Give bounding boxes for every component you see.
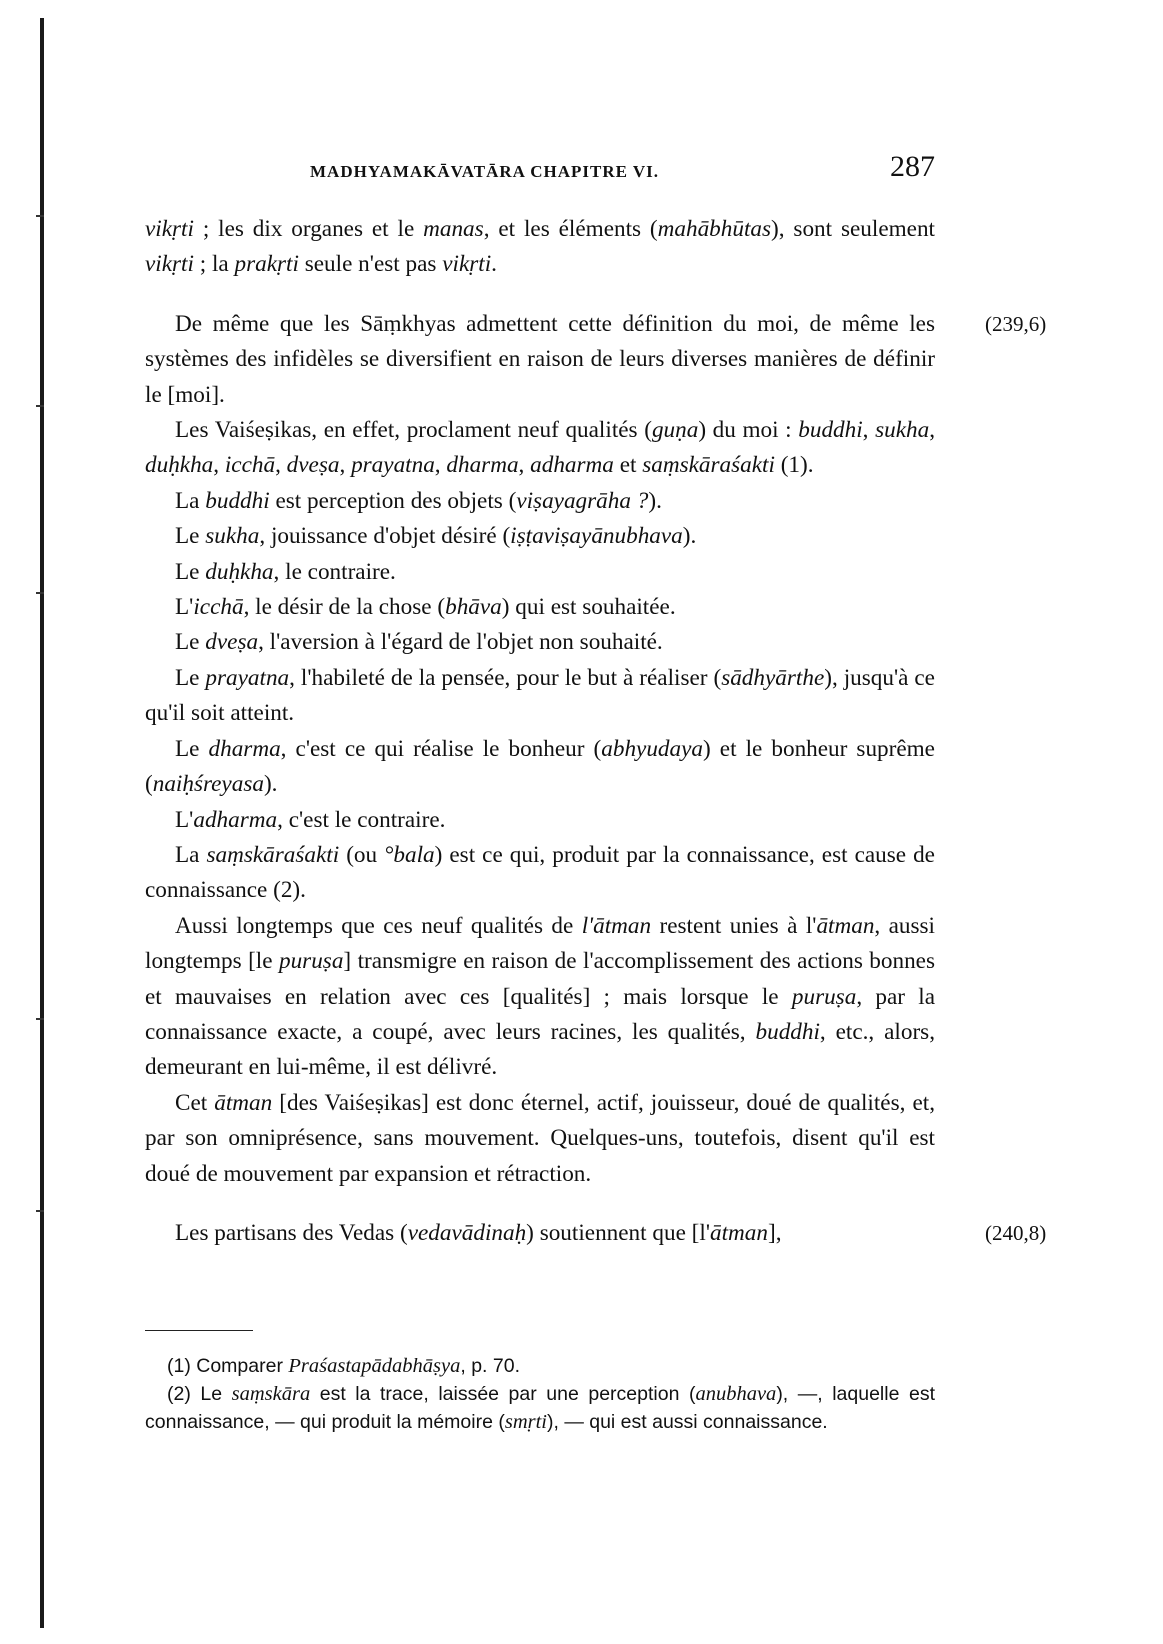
text-run: Le	[175, 558, 206, 585]
sanskrit-term: Praśastapādabhāṣya	[288, 1355, 461, 1377]
sanskrit-term: iṣṭaviṣayānubhava	[510, 523, 683, 550]
text-run: ,	[275, 452, 287, 479]
sanskrit-term: prayatna	[205, 664, 290, 691]
text-run: , c'est le contraire.	[277, 806, 446, 833]
sanskrit-term: puruṣa	[791, 983, 857, 1010]
text-run: ) et le bonheur suprême (	[145, 735, 935, 798]
text-run: .	[491, 251, 497, 278]
text-run: Cet	[175, 1089, 215, 1116]
sanskrit-term: ātman	[214, 1089, 273, 1116]
sanskrit-term: smṛti	[504, 1411, 547, 1433]
sanskrit-term: saṃskāraśakti	[642, 452, 775, 479]
text-run: Les Vaiśeṣikas, en effet, proclament neuf qualités (	[175, 417, 652, 444]
sanskrit-term: saṃskāra	[231, 1383, 311, 1405]
binding-mark	[36, 592, 44, 594]
sanskrit-term: dveṣa	[205, 629, 259, 656]
text-run: ,	[862, 417, 876, 444]
sanskrit-term: abhyudaya	[601, 735, 704, 762]
text-run: , p. 70.	[460, 1355, 520, 1377]
text-run: Le	[175, 735, 209, 762]
text-run: ).	[648, 487, 662, 514]
paragraph	[145, 838, 935, 909]
text-run: , le contraire.	[273, 558, 396, 585]
text-run: ; la	[193, 251, 235, 278]
sanskrit-term: dharma	[446, 452, 519, 479]
sanskrit-term: prayatna	[351, 452, 435, 479]
text-run: , le désir de la chose (	[243, 594, 446, 621]
text-run: ,	[339, 452, 352, 479]
text-run: ] transmigre en raison de l'accomplissement des actions bonnes et mauvaises en relation avec ces [qualités] ; mais lorsque le	[145, 948, 935, 1010]
margin-reference: (239,6)	[985, 311, 1047, 336]
paragraph	[145, 484, 935, 519]
sanskrit-term: vikṛti	[442, 251, 492, 278]
paragraph	[145, 1086, 935, 1192]
text-run: ,	[434, 452, 447, 479]
main-text	[145, 212, 1047, 1251]
page-number: 287	[890, 150, 935, 183]
text-run: , etc., alors, demeurant en lui-même, il est délivré.	[145, 1018, 935, 1081]
text-run: ) soutiennent que [l'	[526, 1219, 711, 1246]
sanskrit-term: bhāva	[445, 594, 502, 621]
sanskrit-term: mahābhūtas	[657, 216, 772, 242]
paragraph	[145, 590, 935, 625]
text-run: Aussi longtemps que ces neuf qualités de	[175, 912, 582, 939]
paragraph	[145, 555, 935, 590]
paragraph	[145, 307, 1047, 413]
footnote-1	[145, 1352, 935, 1380]
text-run: ) du moi :	[698, 417, 799, 444]
binding-mark	[36, 405, 44, 407]
paragraph	[145, 212, 935, 283]
text-run: , l'habileté de la pensée, pour le but à réaliser (	[289, 664, 722, 691]
paragraph	[145, 1216, 1047, 1251]
text-run: , c'est ce qui réalise le bonheur (	[280, 735, 602, 762]
text-run: ) qui est souhaitée.	[501, 594, 676, 621]
text-run: Comparer	[196, 1355, 289, 1377]
sanskrit-term: l'ātman	[581, 912, 652, 939]
sanskrit-term: ātman	[710, 1219, 768, 1246]
sanskrit-term: vikṛti	[145, 216, 194, 242]
text-run: [des Vaiśeṣikas] est donc éternel, actif, jouisseur, doué de qualités, et, par son omniprésence, sans mouvement. Quelques-uns, toutefois, disent qu'il est doué de mouvement par expansion et rétraction.	[145, 1089, 935, 1187]
sanskrit-term: sādhyārthe	[721, 664, 825, 691]
text-run: Le	[175, 664, 206, 691]
sanskrit-term: buddhi	[205, 487, 270, 514]
paragraph	[145, 413, 935, 484]
text-run: et	[613, 452, 643, 479]
sanskrit-term: prakṛti	[234, 251, 299, 278]
text-run: , jouissance d'objet désiré (	[259, 523, 511, 550]
sanskrit-term: icchā	[193, 594, 244, 621]
text-run: ), jusqu'à ce qu'il soit atteint.	[145, 664, 935, 727]
sanskrit-term: vikṛti	[145, 251, 194, 278]
binding-mark	[36, 1210, 44, 1212]
page-header	[310, 150, 935, 190]
paragraph	[145, 625, 935, 660]
sanskrit-term: adharma	[530, 452, 614, 479]
text-run: seule n'est pas	[298, 251, 443, 278]
text-run: Le	[175, 629, 206, 656]
text-run: Le	[175, 523, 206, 550]
sanskrit-term: duḥkha	[145, 452, 214, 479]
text-run: ],	[767, 1219, 782, 1246]
text-run: ,	[929, 417, 936, 444]
text-run: L'	[175, 594, 194, 621]
page-binding-edge	[40, 18, 44, 1628]
text-run: , par la connaissance exacte, a coupé, avec leurs racines, les qualités,	[145, 983, 935, 1045]
sanskrit-term: dharma	[208, 735, 281, 762]
text-run: ,	[518, 452, 531, 479]
sanskrit-term: adharma	[193, 806, 278, 833]
text-run: Les partisans des Vedas (	[175, 1219, 408, 1246]
text-run: ) est ce qui, produit par la connaissance, est cause de connaissance (2).	[145, 841, 935, 904]
binding-mark	[36, 1018, 44, 1020]
sanskrit-term: buddhi	[755, 1018, 820, 1045]
sanskrit-term: sukha	[205, 523, 260, 550]
margin-reference: (240,8)	[985, 1220, 1047, 1245]
sanskrit-term: vedavādinaḥ	[407, 1219, 527, 1246]
sanskrit-term: duḥkha	[205, 558, 274, 585]
text-run: (1).	[774, 452, 814, 479]
footnote-marker: (2)	[167, 1383, 201, 1405]
text-run: L'	[175, 806, 194, 833]
footnote-2	[145, 1380, 935, 1436]
sanskrit-term: °bala	[384, 841, 435, 868]
sanskrit-term: saṃskāraśakti	[206, 841, 340, 868]
paragraph	[145, 519, 935, 554]
binding-mark	[36, 215, 44, 217]
paragraph	[145, 909, 935, 1086]
running-head: MADHYAMAKĀVATĀRA CHAPITRE VI.	[310, 162, 660, 181]
text-run: ; les dix organes et le	[193, 216, 424, 242]
text-run: ,	[213, 452, 225, 479]
text-run: ).	[263, 771, 278, 798]
text-run: De même que les Sāṃkhyas admettent cette définition du moi, de même les systèmes des infidèles se diversifient en raison de leurs diverses manières de définir le [moi].	[145, 310, 935, 408]
paragraph	[145, 661, 935, 732]
text-run: est perception des objets (	[269, 487, 517, 514]
sanskrit-term: viṣayagrāha ?	[516, 487, 649, 514]
sanskrit-term: buddhi	[798, 417, 863, 444]
text-run: La	[175, 841, 207, 868]
sanskrit-term: icchā	[224, 452, 276, 479]
sanskrit-term: anubhava	[695, 1383, 777, 1405]
sanskrit-term: manas	[423, 216, 484, 242]
text-run: restent unies à l'	[651, 912, 817, 939]
footnotes	[145, 1352, 935, 1436]
paragraph	[145, 803, 935, 838]
text-run: , et les éléments (	[483, 216, 658, 242]
text-run: ), sont seulement	[771, 216, 935, 242]
text-run: (ou	[339, 841, 385, 868]
footnote-divider	[145, 1330, 253, 1331]
sanskrit-term: puruṣa	[278, 948, 344, 975]
text-run: ), —, laquelle est connaissance, — qui produit la mémoire (	[145, 1383, 935, 1433]
text-run: ), — qui est aussi connaissance.	[547, 1411, 828, 1433]
sanskrit-term: dveṣa	[286, 452, 340, 479]
footnote-marker: (1)	[167, 1355, 197, 1377]
text-run: ).	[682, 523, 697, 550]
text-run: est la trace, laissée par une perception (	[310, 1383, 696, 1405]
sanskrit-term: naiḥśreyasa	[152, 771, 264, 798]
text-run: , aussi longtemps [le	[145, 912, 936, 975]
sanskrit-term: ātman	[816, 912, 875, 939]
paragraph	[145, 732, 935, 803]
text-run: La	[175, 487, 206, 514]
text-run: Le	[200, 1383, 232, 1405]
text-run: , l'aversion à l'égard de l'objet non souhaité.	[258, 629, 663, 656]
sanskrit-term: sukha	[875, 417, 930, 444]
sanskrit-term: guṇa	[651, 417, 699, 444]
